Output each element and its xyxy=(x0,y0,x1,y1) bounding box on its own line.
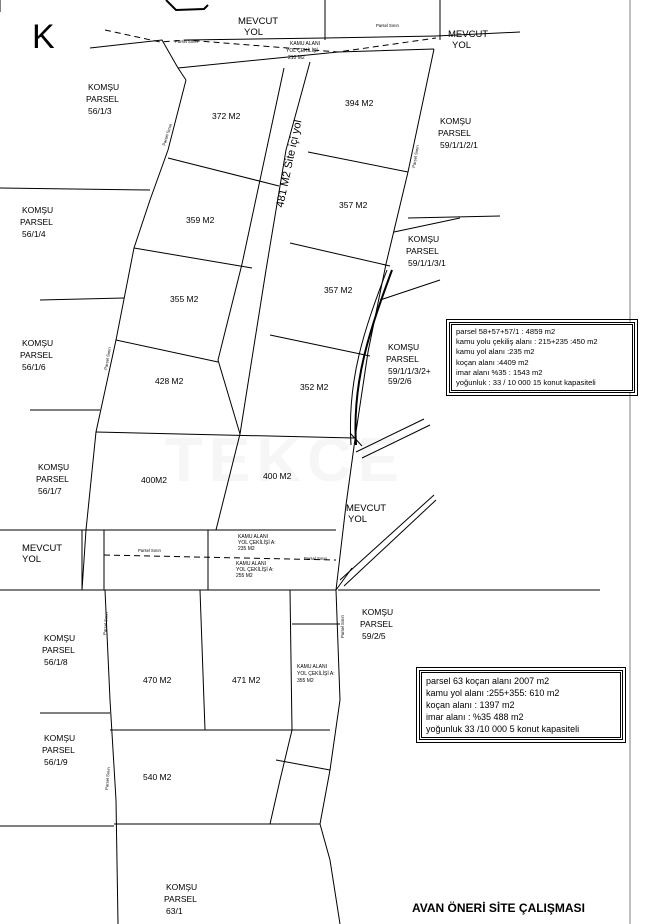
info-line: yoğunluk 33 /10 000 5 konut kapasiteli xyxy=(426,724,580,734)
north-letter: K xyxy=(32,18,55,56)
neighbor-parcel xyxy=(360,607,393,641)
lot-area: 400M2 xyxy=(141,475,167,485)
svg-text:KOMŞU: KOMŞU xyxy=(440,116,472,126)
svg-text:59/2/6: 59/2/6 xyxy=(388,376,412,386)
svg-text:KOMŞU: KOMŞU xyxy=(166,882,198,892)
svg-text:56/1/6: 56/1/6 xyxy=(22,362,46,372)
public-area-mid-upper-3: 235 M2 xyxy=(238,546,255,552)
info-line: imar alanı : %35 488 m2 xyxy=(426,712,524,722)
svg-text:KOMŞU: KOMŞU xyxy=(22,205,54,215)
svg-text:PARSEL: PARSEL xyxy=(86,94,119,104)
public-area-mid-lower-2: YOL ÇEKİLİŞİ A: xyxy=(236,567,274,573)
svg-text:KOMŞU: KOMŞU xyxy=(88,82,120,92)
road-label-middle-right-2: YOL xyxy=(348,514,368,525)
svg-text:KOMŞU: KOMŞU xyxy=(388,342,420,352)
svg-text:59/1/1/3/1: 59/1/1/3/1 xyxy=(408,258,446,268)
svg-text:PARSEL: PARSEL xyxy=(438,128,471,138)
svg-text:59/2/5: 59/2/5 xyxy=(362,631,386,641)
svg-text:56/1/4: 56/1/4 xyxy=(22,229,46,239)
info-line: yoğunluk : 33 / 10 000 15 konut kapasiteli xyxy=(456,378,596,388)
lot-area: 359 M2 xyxy=(186,215,215,225)
boundary-label: Parsel Sınırı xyxy=(138,548,162,553)
svg-text:59/1/1/3/2+: 59/1/1/3/2+ xyxy=(388,366,431,376)
svg-text:KOMŞU: KOMŞU xyxy=(44,733,76,743)
neighbor-parcel xyxy=(406,234,446,268)
neighbor-parcel xyxy=(164,882,197,916)
svg-text:PARSEL: PARSEL xyxy=(406,246,439,256)
neighbor-parcel xyxy=(20,205,53,239)
public-area-mid-lower-1: KAMU ALANI xyxy=(236,561,267,567)
neighbor-parcel xyxy=(20,338,53,372)
info-line: koçan alanı : 1397 m2 xyxy=(426,700,515,710)
neighbor-parcel xyxy=(386,342,431,386)
svg-text:56/1/8: 56/1/8 xyxy=(44,657,68,667)
info-line: koçan alanı :4409 m2 xyxy=(456,357,529,367)
svg-text:PARSEL: PARSEL xyxy=(164,894,197,904)
boundary-label: Parsel Sınırı xyxy=(161,122,174,147)
lot-area: 470 M2 xyxy=(143,675,172,685)
boundary-label: Parsel Sınırı xyxy=(103,346,112,371)
road-label-middle-left-1: MEVCUT xyxy=(22,543,63,554)
lot-area: 428 M2 xyxy=(155,376,184,386)
public-area-mid-lower-3: 255 M2 xyxy=(236,573,253,579)
road-label-top-left-1: MEVCUT xyxy=(238,16,279,27)
svg-text:PARSEL: PARSEL xyxy=(360,619,393,629)
svg-text:KOMŞU: KOMŞU xyxy=(38,462,70,472)
lot-area: 372 M2 xyxy=(212,111,241,121)
info-line: kamu yol alanı :235 m2 xyxy=(456,347,535,357)
boundary-label: Parsel Sınırı xyxy=(104,766,112,791)
svg-text:63/1: 63/1 xyxy=(166,906,183,916)
svg-text:PARSEL: PARSEL xyxy=(36,474,69,484)
svg-text:56/1/3: 56/1/3 xyxy=(88,106,112,116)
road-label-top-right-2: YOL xyxy=(452,40,472,51)
lot-area: 352 M2 xyxy=(300,382,329,392)
lot-area: 357 M2 xyxy=(339,200,368,210)
lot-area: 400 M2 xyxy=(263,471,292,481)
info-line: imar alanı %35 : 1543 m2 xyxy=(456,367,543,377)
svg-text:56/1/9: 56/1/9 xyxy=(44,757,68,767)
public-area-lower-1: KAMU ALANI xyxy=(297,664,328,670)
boundary-label: Parsel Sınırı xyxy=(304,556,328,561)
watermark xyxy=(165,425,405,496)
lot-area: 540 M2 xyxy=(143,772,172,782)
boundary-label: Parsel Sınırı xyxy=(340,614,345,638)
neighbor-parcel xyxy=(36,462,69,496)
svg-text:KOMŞU: KOMŞU xyxy=(44,633,76,643)
public-area-top-3: 210 M2 xyxy=(288,55,305,61)
svg-text:KOMŞU: KOMŞU xyxy=(408,234,440,244)
lot-area: 355 M2 xyxy=(170,294,199,304)
info-box-parcel-63 xyxy=(419,670,623,740)
road-label-middle-right-1: MEVCUT xyxy=(346,503,387,514)
info-line: parsel 58+57+57/1 : 4859 m2 xyxy=(456,327,556,336)
info-line: parsel 63 koçan alanı 2007 m2 xyxy=(426,676,550,686)
public-area-mid-upper-2: YOL ÇEKİLİŞİ A: xyxy=(238,540,276,546)
svg-text:KOMŞU: KOMŞU xyxy=(362,607,394,617)
road-label-middle-left-2: YOL xyxy=(22,554,42,565)
svg-text:56/1/7: 56/1/7 xyxy=(38,486,62,496)
neighbor-parcel xyxy=(438,116,478,150)
lot-area: 357 M2 xyxy=(324,285,353,295)
road-label-top-right-1: MEVCUT xyxy=(448,29,489,40)
info-line: kamu yol alanı :255+355: 610 m2 xyxy=(426,688,560,698)
boundary-label: Parsel Sınırı xyxy=(411,144,420,169)
svg-text:PARSEL: PARSEL xyxy=(20,217,53,227)
boundary-label: Parsel Sınırı xyxy=(102,611,110,636)
info-line: kamu yolu çekiliş alanı : 215+235 :450 m2 xyxy=(456,337,598,347)
public-area-top-1: KAMU ALANI xyxy=(290,41,321,47)
drawing-title: AVAN ÖNERİ SİTE ÇALIŞMASI xyxy=(412,901,585,915)
lot-area: 394 M2 xyxy=(345,98,374,108)
boundary-label: Parsel Sınırı xyxy=(376,23,400,28)
road-label-top-left-2: YOL xyxy=(244,27,264,38)
boundary-label: Parsel Sınırı xyxy=(175,39,199,44)
svg-text:KOMŞU: KOMŞU xyxy=(22,338,54,348)
svg-text:59/1/1/2/1: 59/1/1/2/1 xyxy=(440,140,478,150)
public-area-lower-2: YOL ÇEKİLİŞİ A: xyxy=(297,671,335,677)
svg-text:PARSEL: PARSEL xyxy=(20,350,53,360)
lot-area: 471 M2 xyxy=(232,675,261,685)
internal-road-label: 481 M2 Site içi yol xyxy=(274,118,305,209)
svg-text:PARSEL: PARSEL xyxy=(42,745,75,755)
svg-text:PARSEL: PARSEL xyxy=(386,354,419,364)
public-area-top-2: YOL ÇEKİLİŞİ xyxy=(286,48,318,54)
neighbor-parcel xyxy=(86,82,119,116)
svg-text:PARSEL: PARSEL xyxy=(42,645,75,655)
info-box-parcel-58 xyxy=(449,322,635,393)
public-area-mid-upper-1: KAMU ALANI xyxy=(238,534,269,540)
neighbor-parcel xyxy=(42,633,75,667)
public-area-lower-3: 355 M2 xyxy=(297,678,314,684)
neighbor-parcel xyxy=(42,733,75,767)
